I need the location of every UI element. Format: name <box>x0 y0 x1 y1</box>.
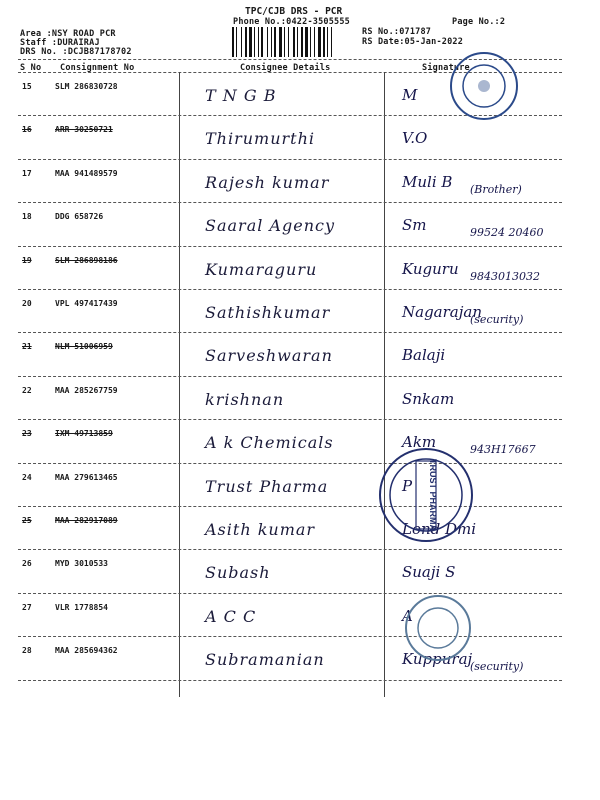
col-consignment: Consignment No <box>60 63 135 73</box>
consignee-name: T N G B <box>205 86 277 105</box>
row-divider <box>18 549 562 550</box>
row-divider <box>18 246 562 247</box>
row-sno: 18 <box>22 212 32 222</box>
consignee-name: Sathishkumar <box>205 303 331 322</box>
row-consignment-no: DDG 658726 <box>55 212 104 222</box>
staff-label: Staff :DURAIRAJ <box>20 38 100 48</box>
stamp-round-acc <box>402 592 474 664</box>
row-divider <box>18 419 562 420</box>
signature: P <box>402 476 413 495</box>
row-consignment-no: MAA 285694362 <box>55 646 118 656</box>
row-consignment-no: MAA 941489579 <box>55 168 118 178</box>
row-consignment-no: SLM 286830728 <box>55 82 118 91</box>
row-divider <box>18 376 562 377</box>
rs-date: RS Date:05-Jan-2022 <box>362 37 464 47</box>
row-divider <box>18 463 562 464</box>
consignee-name: Rajesh kumar <box>205 172 330 192</box>
signature-note: 943H17667 <box>470 443 536 457</box>
signature: Snkam <box>402 389 455 408</box>
consignee-name: A k Chemicals <box>205 433 334 453</box>
row-consignment-no: VLR 1778854 <box>55 602 108 612</box>
col-signature: Signature <box>422 63 470 73</box>
phone-number: Phone No.:0422-3505555 <box>233 17 350 27</box>
row-divider <box>18 202 562 203</box>
row-sno: 15 <box>22 82 32 91</box>
stamp-round-top <box>448 50 520 122</box>
signature-note: 99524 20460 <box>470 226 544 240</box>
row-divider <box>18 289 562 290</box>
col-consignee: Consignee Details <box>240 63 331 73</box>
row-consignment-no: NLM 51006959 <box>55 342 113 352</box>
row-sno: 19 <box>22 255 32 265</box>
row-sno: 25 <box>22 516 32 525</box>
row-consignment-no: MYD 3010533 <box>55 559 108 569</box>
signature: Nagarajan <box>402 303 482 321</box>
row-divider <box>18 593 562 594</box>
rs-number: RS No.:071787 <box>362 27 432 37</box>
row-sno: 26 <box>22 559 32 569</box>
right-column-rule <box>384 72 385 697</box>
row-divider <box>18 159 562 160</box>
signature-note: (security) <box>470 660 524 674</box>
row-sno: 28 <box>22 646 32 656</box>
signature-note: 9843013032 <box>470 269 540 283</box>
row-sno: 21 <box>22 342 32 352</box>
consignee-name: Asith kumar <box>205 520 316 539</box>
stamp-trust-pharma <box>378 445 473 545</box>
signature: M <box>402 86 418 104</box>
row-consignment-no: IXM 49713859 <box>55 429 113 439</box>
row-consignment-no: SLM 286898186 <box>55 255 118 265</box>
consignee-name: Sarveshwaran <box>205 346 333 366</box>
signature-note: (Brother) <box>470 182 522 196</box>
row-consignment-no: ARR 30250721 <box>55 125 113 135</box>
row-sno: 23 <box>22 429 32 439</box>
signature-note: (security) <box>470 313 524 326</box>
row-sno: 20 <box>22 299 32 308</box>
signature: Lond Dmi <box>402 520 477 538</box>
row-consignment-no: VPL 497417439 <box>55 299 118 308</box>
signature: Kuguru <box>402 259 459 278</box>
barcode-image <box>232 27 352 57</box>
row-consignment-no: MAA 285267759 <box>55 385 118 395</box>
row-divider <box>18 332 562 333</box>
row-divider <box>18 680 562 681</box>
signature: Akm <box>402 433 437 452</box>
col-sno: S No <box>20 63 42 73</box>
consignee-name: Trust Pharma <box>205 476 329 496</box>
left-column-rule <box>179 72 180 697</box>
signature: Suaji S <box>402 563 456 582</box>
row-sno: 27 <box>22 602 32 612</box>
signature: Muli B <box>402 172 453 191</box>
stamp-text: TRUST PHARMA <box>428 459 438 531</box>
signature: Kuppuraj <box>402 650 473 669</box>
consignee-name: Subash <box>205 563 271 583</box>
drs-number: DRS No. :DCJB87178702 <box>20 47 132 57</box>
row-sno: 22 <box>22 385 32 395</box>
area-label: Area :NSY ROAD PCR <box>20 29 116 39</box>
consignee-name: Subramanian <box>205 650 325 670</box>
consignee-name: Thirumurthi <box>205 129 316 149</box>
row-sno: 17 <box>22 168 32 178</box>
page-number: Page No.:2 <box>452 17 506 27</box>
row-sno: 16 <box>22 125 32 135</box>
consignee-name: A C C <box>205 606 257 626</box>
consignee-name: Saaral Agency <box>205 216 335 236</box>
consignee-name: Kumaraguru <box>205 259 318 279</box>
doc-title: TPC/CJB DRS - PCR <box>245 6 343 17</box>
row-sno: 24 <box>22 472 32 482</box>
signature: Balaji <box>402 346 446 365</box>
consignee-name: krishnan <box>205 389 285 409</box>
row-divider <box>18 636 562 637</box>
signature: A <box>402 606 413 625</box>
row-consignment-no: MAA 282917089 <box>55 516 118 525</box>
row-consignment-no: MAA 279613465 <box>55 472 118 482</box>
signature: Sm <box>402 216 427 235</box>
row-divider <box>18 506 562 507</box>
signature: V.O <box>402 129 428 148</box>
